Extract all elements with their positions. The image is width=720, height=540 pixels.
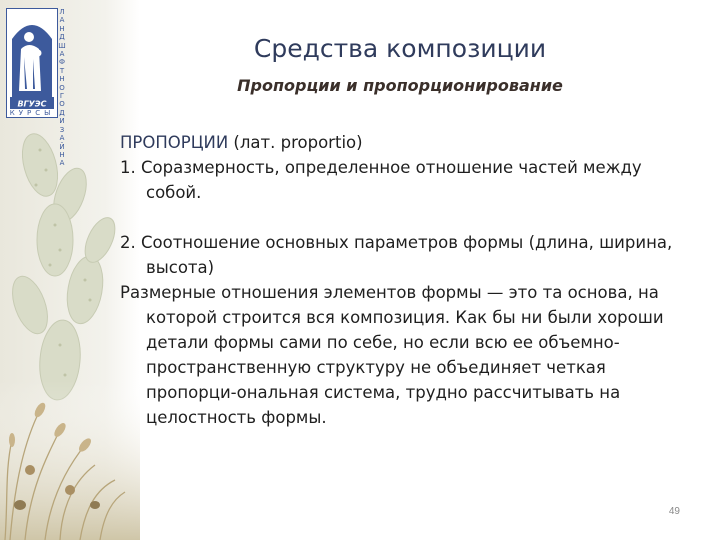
slide-subtitle: Пропорции и пропорционирование (237, 76, 563, 95)
meaning-2-paragraph: 2. Соотношение основных параметров формы (длина, ширина, высота) (120, 233, 673, 277)
slide-body (120, 130, 690, 430)
definition-origin: (лат. proportio) (228, 133, 363, 152)
meaning-1-paragraph: 1. Соразмерность, определенное отношение частей между собой. (120, 158, 642, 202)
slide-title: Средства композиции (253, 34, 547, 63)
madonna-emblem-icon (7, 9, 57, 117)
logo-emblem-text: ВГУЭС (17, 99, 47, 109)
definition-term: ПРОПОРЦИИ (120, 133, 229, 152)
explanation-paragraph: Размерные отношения элементов формы — это та основа, на которой строится вся композиция. Как бы ни были хороши детали формы сами по себе, но если всю ее объемно-пространственную структуру не объединяет четкая пропорци-ональная система, трудно рассчитывать на целостность формы. (120, 283, 664, 427)
logo-vertical-label: ЛАНДШАФТНОГО ДИЗАЙНА (58, 8, 66, 168)
page-number: 49 (668, 506, 680, 517)
logo-vertical-text (57, 8, 67, 168)
definition-paragraph (120, 130, 690, 155)
university-logo (6, 8, 58, 118)
logo-bottom-text: КУРСЫ (9, 109, 55, 117)
